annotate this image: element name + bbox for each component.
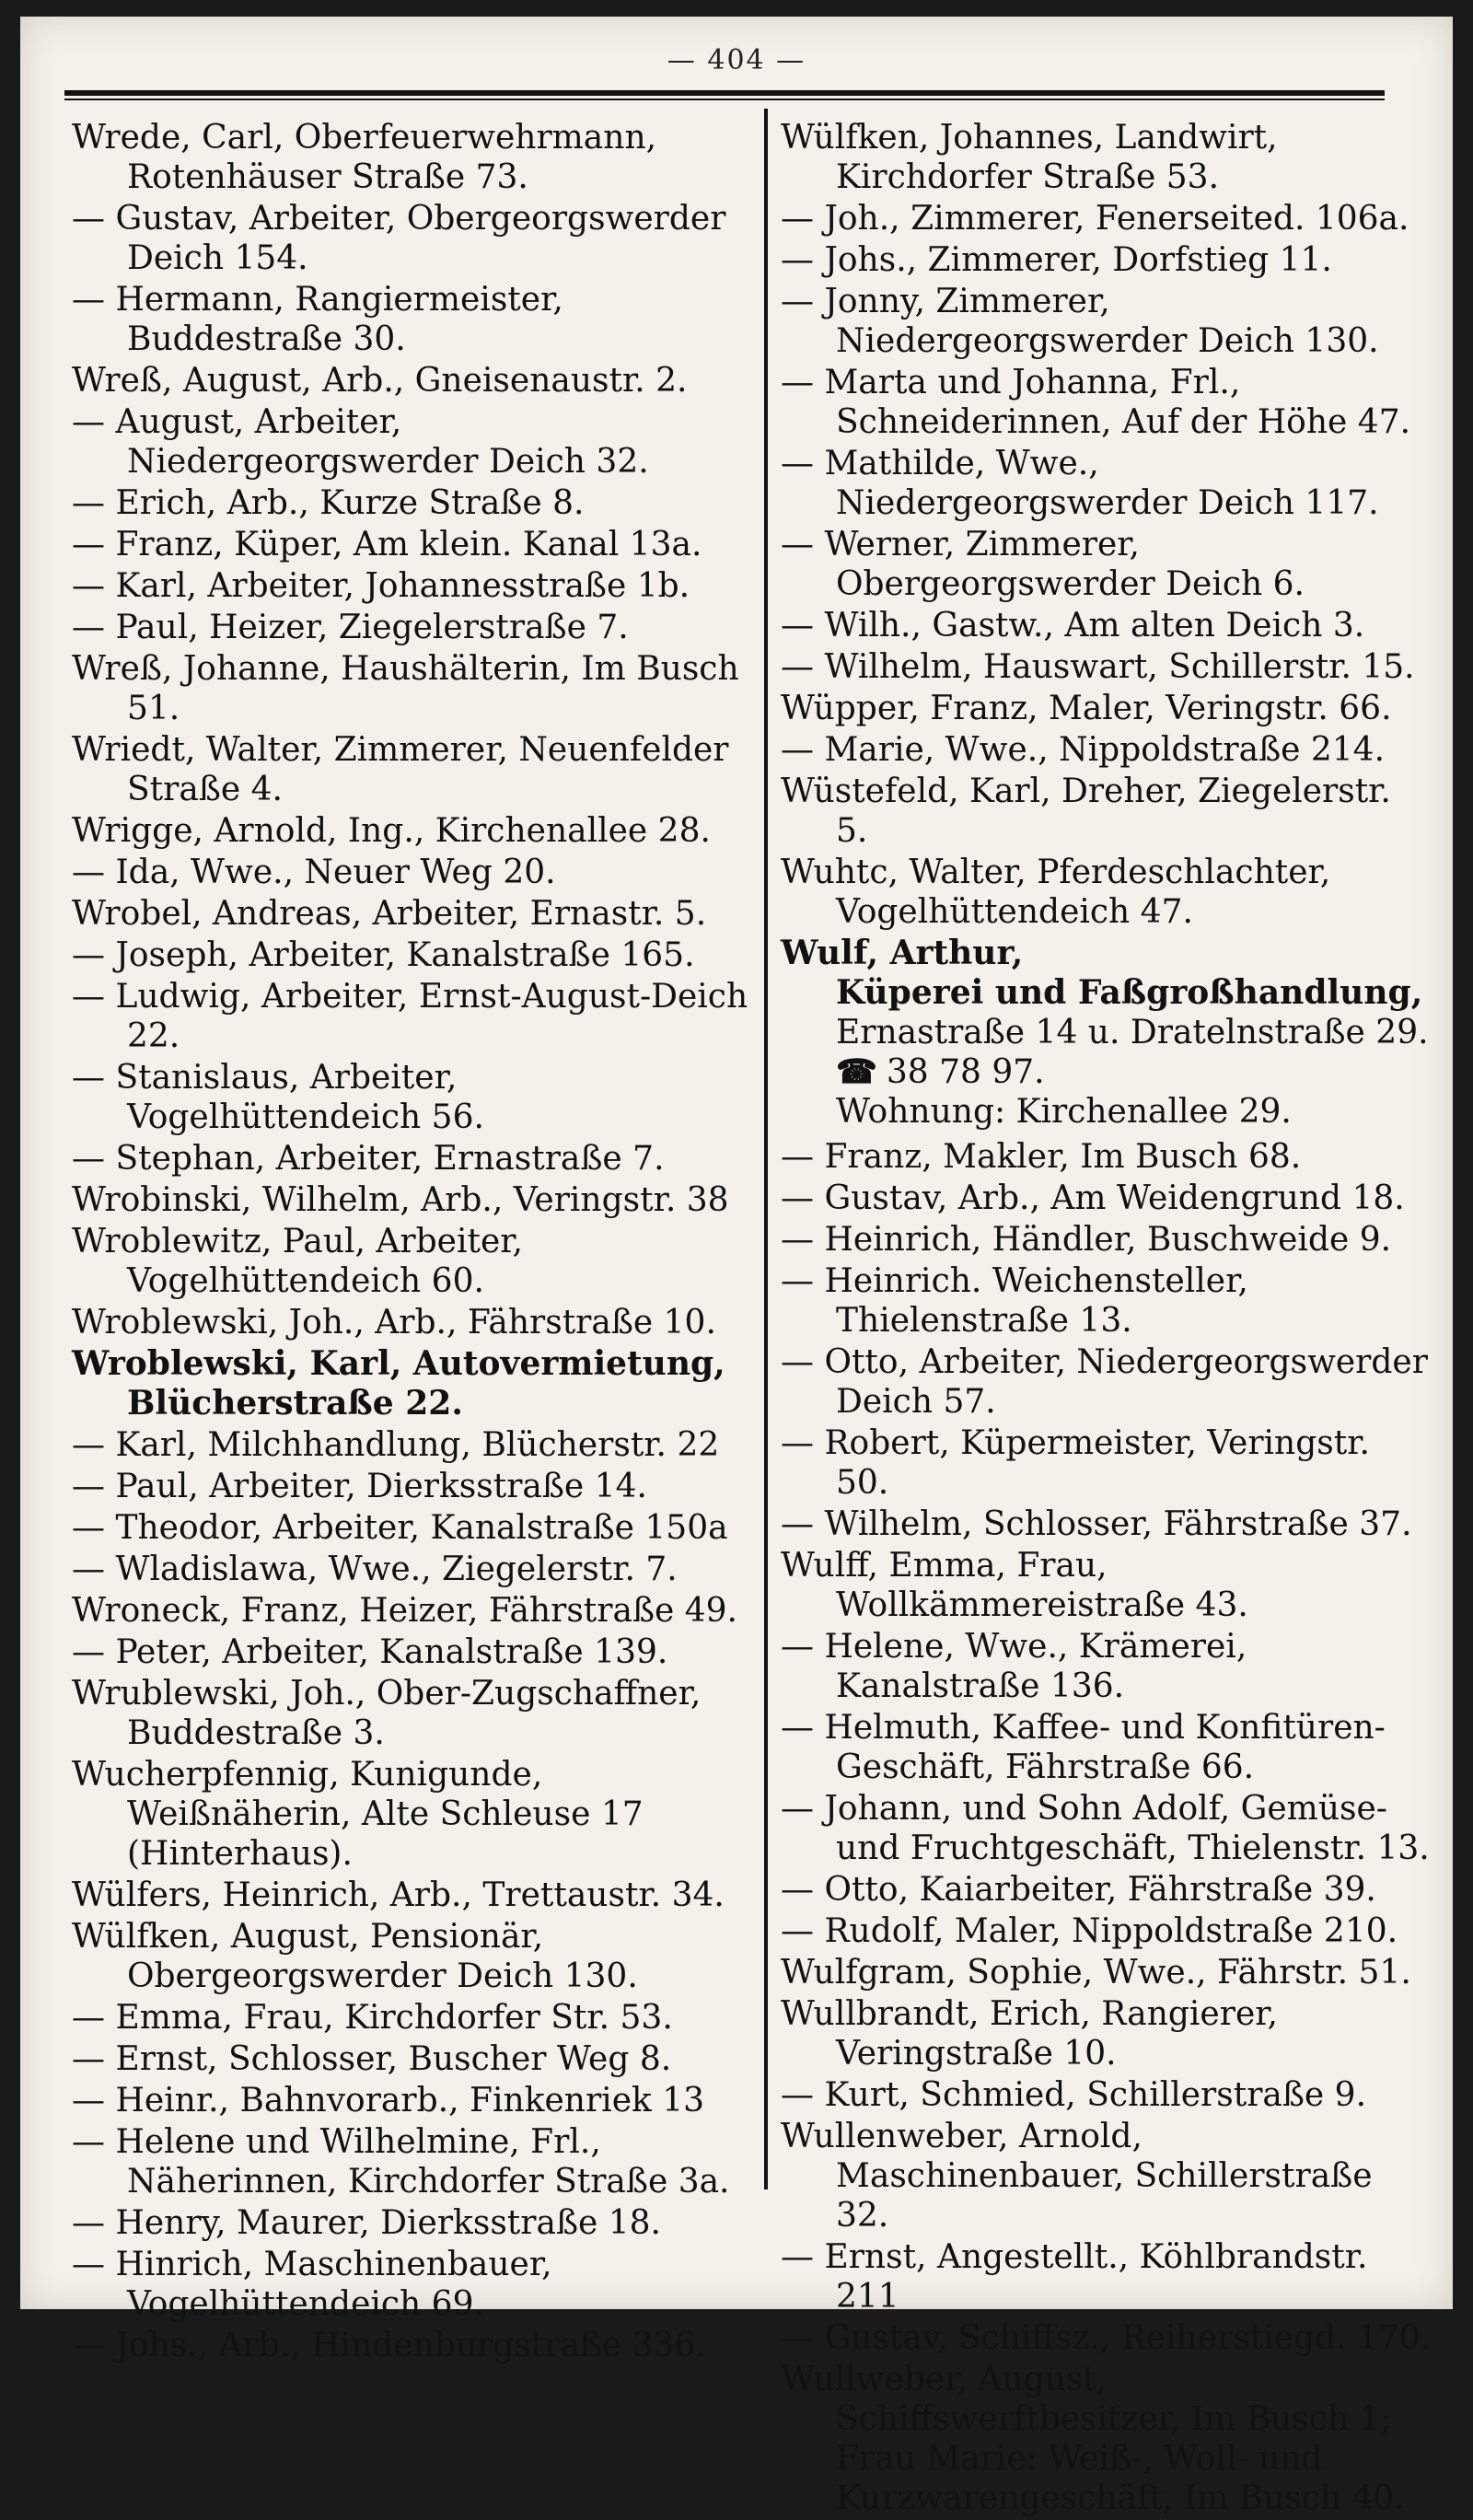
directory-entry: — Gustav, Arbeiter, Obergeorgswerder Deich 154.	[72, 200, 726, 277]
firm-entry	[781, 934, 1432, 1132]
directory-entry: — Kurt, Schmied, Schillerstraße 9.	[781, 2076, 1367, 2114]
directory-entry: Wullbrandt, Erich, Rangierer, Veringstraße 10.	[781, 1995, 1278, 2073]
directory-entry: Wroblewski, Karl, Autovermietung, Blücherstraße 22.	[72, 1344, 725, 1423]
directory-entry: — Marta und Johanna, Frl., Schneiderinnen, Auf der Höhe 47.	[781, 364, 1411, 441]
header-rule	[64, 90, 1385, 100]
firm-business: Küperei und Faßgroßhandlung,	[836, 973, 1423, 1012]
firm-phone-line	[836, 1052, 1432, 1092]
directory-entry: Wrublewski, Joh., Ober-Zugschaffner, Buddestraße 3.	[72, 1675, 702, 1752]
directory-entry: — Gustav, Arb., Am Weidengrund 18.	[781, 1179, 1405, 1217]
firm-phone-number: 38 78 97.	[886, 1053, 1045, 1091]
directory-entry: — Wilhelm, Schlosser, Fährstraße 37.	[781, 1505, 1412, 1543]
directory-entry: — Joh., Zimmerer, Fenerseited. 106a.	[781, 200, 1409, 238]
directory-entry: Wuhtc, Walter, Pferdeschlachter, Vogelhüttendeich 47.	[781, 854, 1331, 931]
directory-page	[20, 17, 1453, 2517]
page-number: — 404 —	[667, 44, 806, 76]
directory-entry: Wülfers, Heinrich, Arb., Trettaustr. 34.	[72, 1876, 725, 1914]
directory-entry: Wriedt, Walter, Zimmerer, Neuenfelder Straße 4.	[72, 731, 729, 808]
directory-entry: Wroneck, Franz, Heizer, Fährstraße 49.	[72, 1592, 737, 1630]
column-divider	[764, 109, 768, 2189]
directory-entry: — Henry, Maurer, Dierksstraße 18.	[72, 2204, 661, 2242]
directory-entry: — Peter, Arbeiter, Kanalstraße 139.	[72, 1633, 668, 1671]
telephone-icon: ☎	[836, 1052, 877, 1091]
directory-entry: — Stanislaus, Arbeiter, Vogelhüttendeich 56.	[72, 1059, 484, 1136]
directory-entry: Wulfgram, Sophie, Wwe., Fährstr. 51.	[781, 1954, 1411, 1992]
directory-entry: — Jonny, Zimmerer, Niedergeorgswerder Deich 130.	[781, 283, 1379, 360]
directory-entry: — Franz, Makler, Im Busch 68.	[781, 1138, 1302, 1176]
firm-name: Wulf, Arthur,	[781, 934, 1024, 972]
directory-entry: Wrede, Carl, Oberfeuerwehrmann, Rotenhäuser Straße 73.	[72, 119, 657, 196]
directory-entry: — Hinrich, Maschinenbauer, Vogelhüttendeich 69.	[72, 2246, 552, 2323]
left-column	[72, 118, 749, 2367]
directory-entry: — Theodor, Arbeiter, Kanalstraße 150a	[72, 1509, 728, 1547]
directory-entry: — Helmuth, Kaffee- und Konfitüren-Geschäft, Fährstraße 66.	[781, 1709, 1386, 1786]
directory-entry: Wullweber, August, Schiffswerftbesitzer, Im Busch 1; Frau Marie: Weiß-, Woll- und Kurzwarengeschäft, Im Busch 40.	[781, 2361, 1405, 2517]
directory-entry: — Robert, Küpermeister, Veringstr. 50.	[781, 1424, 1370, 1502]
directory-entry: — Ida, Wwe., Neuer Weg 20.	[72, 854, 556, 891]
directory-entry: — Ludwig, Arbeiter, Ernst-August-Deich 22.	[72, 978, 748, 1055]
directory-entry: — Karl, Milchhandlung, Blücherstr. 22	[72, 1426, 720, 1464]
directory-entry: Wulff, Emma, Frau, Wollkämmereistraße 43.	[781, 1547, 1248, 1624]
directory-entry: — Werner, Zimmerer, Obergeorgswerder Deich 6.	[781, 526, 1305, 603]
directory-entry: Wreß, August, Arb., Gneisenaustr. 2.	[72, 362, 688, 400]
directory-entry: — Otto, Arbeiter, Niedergeorgswerder Deich 57.	[781, 1343, 1428, 1421]
directory-entry: Wreß, Johanne, Haushälterin, Im Busch 51.	[72, 650, 739, 727]
directory-entry: Wroblewitz, Paul, Arbeiter, Vogelhüttendeich 60.	[72, 1223, 523, 1300]
directory-entry: — Heinrich. Weichensteller, Thielenstraße 13.	[781, 1262, 1248, 1340]
directory-entry: — Otto, Kaiarbeiter, Fährstraße 39.	[781, 1871, 1376, 1909]
directory-entry: — Joseph, Arbeiter, Kanalstraße 165.	[72, 936, 695, 974]
directory-entry: — Marie, Wwe., Nippoldstraße 214.	[781, 731, 1386, 769]
directory-entry: Wüstefeld, Karl, Dreher, Ziegelerstr. 5.	[781, 772, 1391, 850]
directory-entry: — Rudolf, Maler, Nippoldstraße 210.	[781, 1912, 1398, 1950]
directory-entry: — Heinrich, Händler, Buschweide 9.	[781, 1221, 1392, 1259]
firm-address: Ernastraße 14 u. Dratelnstraße 29.	[836, 1014, 1429, 1051]
directory-entry: — Johann, und Sohn Adolf, Gemüse- und Fruchtgeschäft, Thielenstr. 13.	[781, 1790, 1430, 1867]
directory-entry: Wrobel, Andreas, Arbeiter, Ernastr. 5.	[72, 895, 707, 933]
directory-entry: — Paul, Arbeiter, Dierksstraße 14.	[72, 1468, 647, 1505]
directory-entry: — Ernst, Angestellt., Köhlbrandstr. 211	[781, 2238, 1368, 2316]
directory-entry: Wülfken, August, Pensionär, Obergeorgswerder Deich 130.	[72, 1918, 638, 1995]
directory-entry: — Helene, Wwe., Krämerei, Kanalstraße 136.	[781, 1628, 1247, 1705]
directory-entry: — Wladislawa, Wwe., Ziegelerstr. 7.	[72, 1550, 678, 1588]
directory-entry: — Ernst, Schlosser, Buscher Weg 8.	[72, 2040, 672, 2078]
firm-residence: Wohnung: Kirchenallee 29.	[836, 1093, 1292, 1131]
directory-entry: — Wilh., Gastw., Am alten Deich 3.	[781, 607, 1365, 645]
directory-entry: — Paul, Heizer, Ziegelerstraße 7.	[72, 609, 629, 646]
directory-entry: Wroblewski, Joh., Arb., Fährstraße 10.	[72, 1304, 716, 1341]
directory-entry: — Erich, Arb., Kurze Straße 8.	[72, 484, 585, 522]
directory-entry: — Stephan, Arbeiter, Ernastraße 7.	[72, 1140, 665, 1178]
right-entries-after	[781, 1137, 1432, 2518]
directory-entry: Wucherpfennig, Kunigunde, Weißnäherin, Alte Schleuse 17 (Hinterhaus).	[72, 1756, 644, 1873]
directory-entry: — Emma, Frau, Kirchdorfer Str. 53.	[72, 1999, 673, 2037]
directory-entry: Wrobinski, Wilhelm, Arb., Veringstr. 38	[72, 1181, 729, 1219]
directory-entry: — Karl, Arbeiter, Johannesstraße 1b.	[72, 567, 690, 605]
directory-entry: Wülfken, Johannes, Landwirt, Kirchdorfer Straße 53.	[781, 119, 1278, 196]
directory-entry: — Hermann, Rangiermeister, Buddestraße 30.	[72, 281, 563, 358]
right-entries-before	[781, 118, 1432, 932]
directory-entry: — Gustav, Schiffsz., Reiherstiegd. 170.	[781, 2319, 1432, 2357]
directory-entry: — August, Arbeiter, Niedergeorgswerder Deich 32.	[72, 403, 649, 481]
directory-entry: — Mathilde, Wwe., Niedergeorgswerder Deich 117.	[781, 445, 1379, 522]
directory-entry: — Johs., Arb., Hindenburgstraße 336.	[72, 2327, 706, 2364]
directory-entry: — Helene und Wilhelmine, Frl., Näherinnen, Kirchdorfer Straße 3a.	[72, 2123, 730, 2201]
directory-entry: Wrigge, Arnold, Ing., Kirchenallee 28.	[72, 812, 711, 850]
directory-entry: Wullenweber, Arnold, Maschinenbauer, Schillerstraße 32.	[781, 2118, 1373, 2235]
directory-entry: — Heinr., Bahnvorarb., Finkenriek 13	[72, 2082, 705, 2119]
directory-entry: Wüpper, Franz, Maler, Veringstr. 66.	[781, 690, 1392, 727]
directory-entry: — Wilhelm, Hauswart, Schillerstr. 15.	[781, 648, 1415, 686]
directory-entry: — Johs., Zimmerer, Dorfstieg 11.	[781, 241, 1332, 279]
directory-entry: — Franz, Küper, Am klein. Kanal 13a.	[72, 526, 702, 563]
right-column	[781, 118, 1432, 2520]
